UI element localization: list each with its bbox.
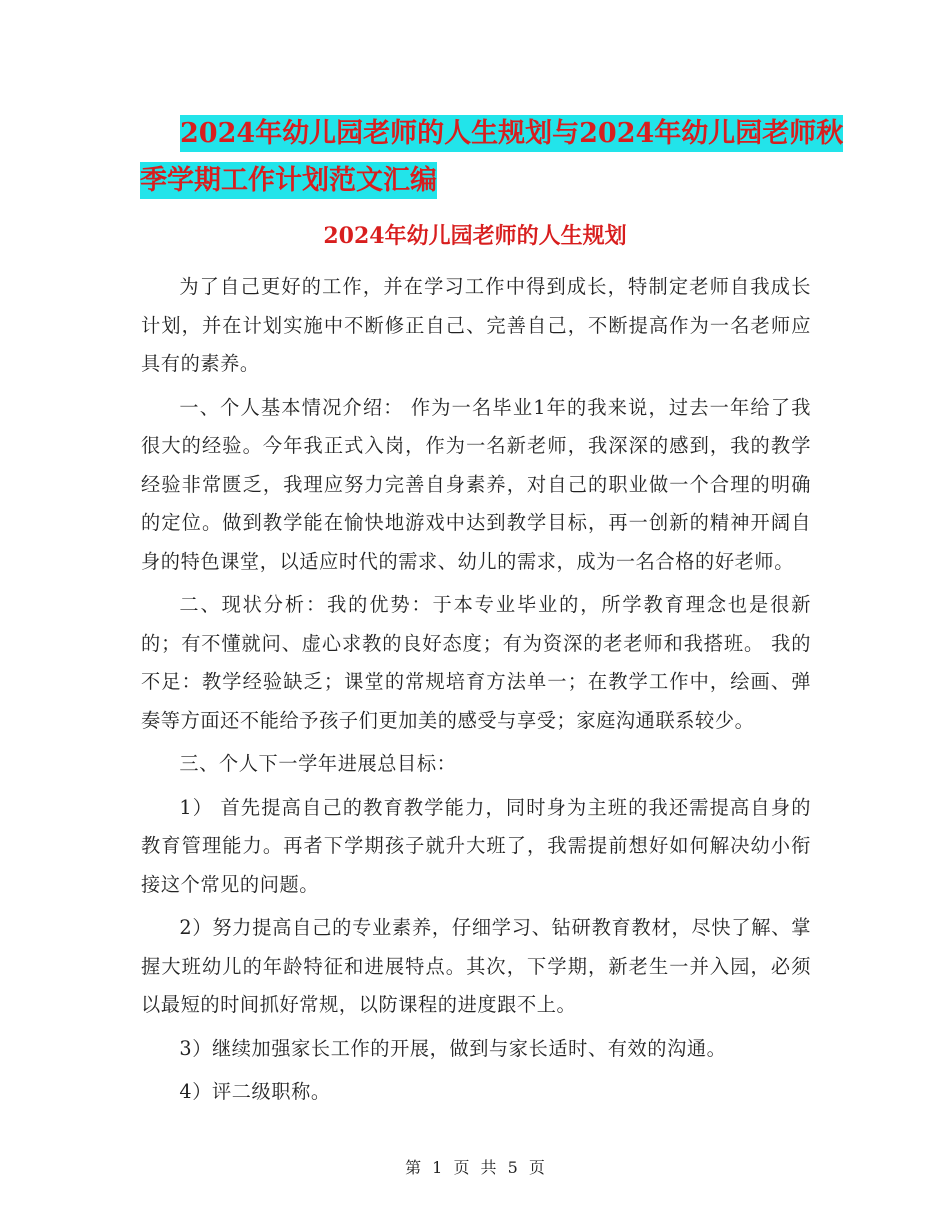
paragraph: 3）继续加强家长工作的开展，做到与家长适时、有效的沟通。 bbox=[179, 1036, 727, 1060]
paragraph: 一、个人基本情况介绍： 作为一名毕业1年的我来说，过去一年给了我很大的经验。今年我正式入岗，作为一名新老师，我深深的感到，我的教学经验非常匮乏，我理应努力完善自身素养，对自己的职业做一个合理的明确的定位。做到教学能在愉快地游戏中达到教学目标，再一创新的精神开阔自身的特色课堂，以适应时代的需求、幼儿的需求，成为一名合格的好老师。 bbox=[141, 395, 811, 573]
paragraph: 二、现状分析：我的优势：于本专业毕业的，所学教育理念也是很新的；有不懂就问、虚心求教的良好态度；有为资深的老老师和我搭班。 我的不足：教学经验缺乏；课堂的常规培育方法单一；在教学工作中，绘画、弹奏等方面还不能给予孩子们更加美的感受与享受；家庭沟通联系较少。 bbox=[141, 593, 811, 732]
page-number-footer: 第 1 页 共 5 页 bbox=[405, 1158, 545, 1177]
main-title-line-2: 季学期工作计划范文汇编 bbox=[140, 162, 437, 199]
paragraph: 2）努力提高自己的专业素养，仔细学习、钻研教育教材，尽快了解、掌握大班幼儿的年龄特征和进展特点。其次，下学期，新老生一并入园，必须以最短的时间抓好常规，以防课程的进度跟不上。 bbox=[141, 916, 811, 1016]
paragraph: 为了自己更好的工作，并在学习工作中得到成长，特制定老师自我成长计划，并在计划实施中不断修正自己、完善自己，不断提高作为一名老师应具有的素养。 bbox=[141, 275, 811, 375]
section-title: 2024年幼儿园老师的人生规划 bbox=[323, 223, 627, 249]
paragraph: 三、个人下一学年进展总目标： bbox=[179, 752, 457, 775]
main-title-line-1: 2024年幼儿园老师的人生规划与2024年幼儿园老师秋 bbox=[180, 115, 843, 152]
paragraph: 1） 首先提高自己的教育教学能力，同时身为主班的我还需提高自身的教育管理能力。再者下学期孩子就升大班了，我需提前想好如何解决幼小衔接这个常见的问题。 bbox=[141, 795, 811, 896]
body-text bbox=[141, 268, 811, 1117]
paragraph: 4）评二级职称。 bbox=[179, 1080, 331, 1103]
